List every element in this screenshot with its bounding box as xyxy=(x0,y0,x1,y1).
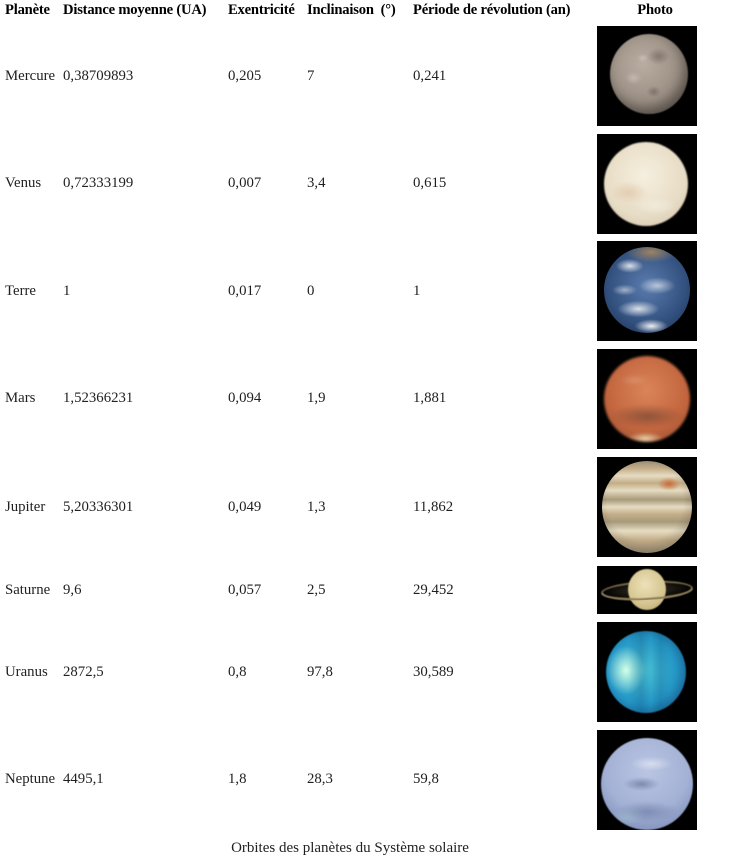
neptune-planet-image xyxy=(601,738,693,830)
cell-distance: 0,38709893 xyxy=(63,67,134,84)
cell-planet: Neptune xyxy=(5,771,56,787)
cell-photo xyxy=(597,134,736,234)
cell-inclination: 97,8 xyxy=(307,663,333,680)
cell-planet: Saturne xyxy=(5,581,51,598)
cell-inclination: 3,4 xyxy=(307,175,326,191)
table-row-mars xyxy=(5,345,736,452)
cell-eccentricity: 1,8 xyxy=(228,771,247,787)
mercure-planet-image xyxy=(610,34,688,114)
table-row-uranus xyxy=(5,618,736,726)
cell-period: 30,589 xyxy=(413,663,454,680)
table-row-jupiter xyxy=(5,452,736,562)
header-inclination: Inclinaison (°) xyxy=(307,2,396,18)
cell-photo xyxy=(597,241,736,341)
photo-mars xyxy=(597,349,697,449)
cell-eccentricity: 0,017 xyxy=(228,282,262,299)
photo-venus xyxy=(597,134,697,234)
cell-planet: Jupiter xyxy=(5,498,46,515)
cell-inclination: 1,9 xyxy=(307,390,326,406)
caption-text: Orbites des planètes du Système solaire xyxy=(231,840,469,856)
photo-terre xyxy=(597,241,697,341)
cell-period: 59,8 xyxy=(413,771,439,787)
table-caption xyxy=(0,839,700,857)
cell-planet: Terre xyxy=(5,282,36,299)
mars-planet-image xyxy=(604,356,690,442)
table-row-terre xyxy=(5,237,736,345)
cell-distance: 1 xyxy=(63,282,71,299)
photo-saturne xyxy=(597,566,697,614)
photo-uranus xyxy=(597,622,697,722)
cell-period: 0,615 xyxy=(413,175,447,191)
cell-eccentricity: 0,094 xyxy=(228,390,262,406)
photo-jupiter xyxy=(597,457,697,557)
header-photo: Photo xyxy=(637,2,673,18)
cell-eccentricity: 0,049 xyxy=(228,498,262,515)
cell-distance: 5,20336301 xyxy=(63,498,134,515)
cell-planet: Uranus xyxy=(5,663,48,680)
cell-distance: 0,72333199 xyxy=(63,175,134,191)
cell-period: 1,881 xyxy=(413,390,447,406)
table-row-saturne xyxy=(5,562,736,618)
venus-planet-image xyxy=(604,142,688,226)
cell-inclination: 28,3 xyxy=(307,771,333,787)
header-period: Période de révolution (an) xyxy=(413,2,571,18)
cell-eccentricity: 0,8 xyxy=(228,663,247,680)
cell-eccentricity: 0,057 xyxy=(228,581,262,598)
cell-planet: Mercure xyxy=(5,67,56,84)
photo-neptune xyxy=(597,730,697,830)
cell-photo xyxy=(597,457,736,557)
cell-eccentricity: 0,007 xyxy=(228,175,262,191)
cell-eccentricity: 0,205 xyxy=(228,67,262,84)
uranus-planet-image xyxy=(606,631,686,713)
cell-inclination: 2,5 xyxy=(307,581,326,598)
cell-distance: 2872,5 xyxy=(63,663,104,680)
cell-photo xyxy=(597,730,736,830)
cell-planet: Venus xyxy=(5,175,42,191)
jupiter-red-spot xyxy=(657,477,681,491)
cell-inclination: 7 xyxy=(307,67,315,84)
saturne-planet-image xyxy=(628,569,666,610)
jupiter-planet-image xyxy=(602,461,692,553)
cell-period: 29,452 xyxy=(413,581,454,598)
cell-period: 0,241 xyxy=(413,67,447,84)
cell-photo xyxy=(597,26,736,126)
table-row-mercure xyxy=(5,22,736,130)
table-row-venus xyxy=(5,130,736,237)
header-planet: Planète xyxy=(5,2,50,18)
cell-distance: 9,6 xyxy=(63,581,82,598)
cell-period: 1 xyxy=(413,282,421,299)
cell-period: 11,862 xyxy=(413,498,454,515)
header-distance: Distance moyenne (UA) xyxy=(63,2,207,18)
cell-photo xyxy=(597,566,736,614)
header-eccentricity: Exentricité xyxy=(228,2,295,18)
cell-photo xyxy=(597,349,736,449)
cell-distance: 4495,1 xyxy=(63,771,104,787)
photo-mercure xyxy=(597,26,697,126)
cell-distance: 1,52366231 xyxy=(63,390,134,406)
cell-inclination: 1,3 xyxy=(307,498,326,515)
table-header-row xyxy=(5,2,736,22)
cell-planet: Mars xyxy=(5,390,36,406)
cell-photo xyxy=(597,622,736,722)
terre-planet-image xyxy=(604,247,690,333)
table-row-neptune xyxy=(5,726,736,833)
cell-inclination: 0 xyxy=(307,282,315,299)
